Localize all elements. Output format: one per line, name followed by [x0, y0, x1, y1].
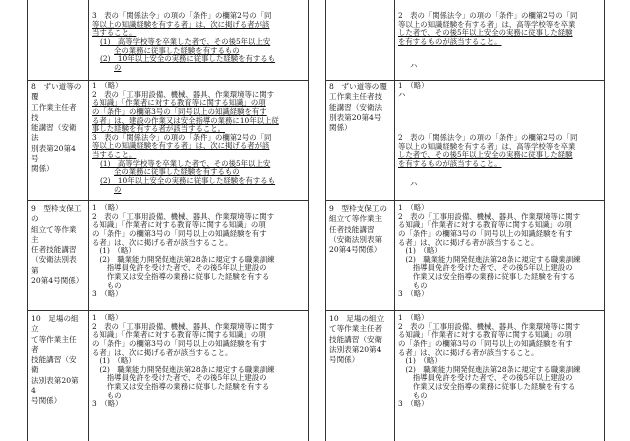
label-line: 別表第20第4号: [31, 143, 76, 164]
text-line: した者で、その後5年以上安全の実務に従事した経験: [398, 28, 573, 38]
left-table: [27, 0, 309, 441]
text-line: 指導員免許を受けた者で、その後5年以上建設の: [398, 373, 573, 383]
text-line: (2) 10年以上安全の実務に従事した経験を有するも: [100, 176, 276, 186]
text-line: る知識」「作業者に対する教育等に関する知識」の項: [92, 330, 266, 340]
text-line: る知識」「作業者に対する教育等に関する知識」の項: [92, 220, 266, 230]
text-line: 当すること。: [92, 150, 137, 160]
text-line: (1) 高等学校等を卒業した者で、その後5年以上安: [100, 158, 271, 168]
label-line: 別表第20第4号: [329, 112, 382, 122]
row10-label: [329, 314, 391, 365]
label-line: 10 足場の組立: [329, 314, 385, 323]
label-line: 8 ずい道等の覆: [329, 82, 387, 91]
text-line: る知識」「作業者に対する教育等に関する知識」の項: [398, 220, 572, 230]
right-row9-body: [398, 204, 602, 299]
text-line: 3 表の「関係法令」の項の「条件」の欄第2号の「同: [92, 11, 272, 20]
text-line: 3 （略）: [398, 289, 429, 299]
label-line: 組立て等作業主: [329, 214, 383, 224]
text-line: の「条件」の欄第3号の「同号以上の知識経験を有す: [398, 228, 573, 238]
row-border: [326, 80, 604, 81]
left-top-item3: [92, 12, 306, 72]
text-line: 指導員免許を受けた者で、その後5年以上建設の: [398, 263, 573, 273]
text-line: る者」は、次に掲げる者が該当すること。: [92, 237, 233, 247]
text-line: の「条件」の欄第3号の「同号以上の知識経験を有す: [92, 106, 267, 116]
text-line: 作業又は安全指導の業務に従事した経験を有する: [92, 382, 270, 392]
text-line: 2 表の「工事用設備、機械、器具、作業環境等に関す: [398, 321, 581, 331]
text-line: 当すること。: [92, 28, 137, 38]
right-top-item2: [398, 12, 602, 47]
label-line: 号関係）: [31, 396, 62, 406]
text-line: 3 表の「関係法令」の項の「条件」の欄第2号の「同: [92, 132, 272, 142]
text-line: る知識」「作業者に対する教育等に関する知識」の項: [398, 330, 572, 340]
label-line: 号関係）: [329, 355, 360, 365]
row9-label: [31, 204, 83, 286]
label-line: て等作業主任者: [31, 334, 77, 354]
row10-label: [31, 314, 83, 407]
text-line: 作業又は安全指導の業務に従事した経験を有する: [398, 382, 576, 392]
label-line: 8 ずい道等の覆: [31, 82, 82, 102]
label-line: 技能講習（安衛: [31, 355, 77, 375]
text-line: る者」は、次に掲げる者が該当すること。: [398, 237, 539, 247]
row-border: [28, 200, 308, 201]
label-line: 9 型枠支保工の: [31, 204, 82, 224]
text-line: 指導員免許を受けた者で、その後5年以上建設の: [92, 373, 267, 383]
text-line: 作業又は安全指導の業務に従事した経験を有する: [398, 272, 576, 282]
row8-label: [329, 82, 391, 133]
left-row9-body: [92, 204, 306, 299]
text-line: 全の業務に従事した経験を有するもの: [114, 45, 240, 55]
text-line: る者」は、次に掲げる者が該当すること。: [92, 347, 233, 357]
text-line: る者」は、次に掲げる者が該当すること。: [398, 347, 539, 357]
text-line: 2 表の「工事用設備、機械、器具、作業環境等に関す: [92, 321, 275, 331]
label-line: 9 型枠支保工の: [329, 204, 387, 213]
row-border: [28, 310, 308, 311]
label-line: 法別表第20第4: [31, 375, 79, 396]
left-row8-body: [92, 82, 306, 194]
label-line: 任者技能講習: [31, 245, 77, 255]
text-line: 2 表の「工事用設備、機械、器具、作業環境等に関す: [92, 89, 275, 99]
text-line: (2) 職業能力開発促進法第28条に規定する職業訓練: [92, 254, 275, 264]
label-line: て等作業主任者: [329, 324, 383, 334]
text-line: 1 （略）: [92, 81, 123, 90]
text-line: (2) 職業能力開発促進法第28条に規定する職業訓練: [398, 364, 581, 374]
mark: ハ: [398, 89, 406, 99]
right-table: [325, 0, 605, 441]
text-line: 2 表の「工事用設備、機械、器具、作業環境等に関す: [398, 211, 581, 221]
row8-label: [31, 82, 83, 175]
text-line: 2 表の「関係法令」の項の「条件」の欄第2号の「同: [398, 11, 578, 20]
text-line: る知識」「作業者に対する教育等に関する知識」の項: [92, 98, 266, 108]
text-line: 等以上の知識経験を有する者」は、次に掲げる者が該: [92, 141, 270, 151]
text-line: もの: [398, 390, 428, 400]
row9-label: [329, 204, 391, 255]
text-line: 1 （略）: [398, 313, 429, 322]
label-line: 工作業主任者技: [31, 102, 77, 122]
text-line: の「条件」の欄第3号の「同号以上の知識経験を有す: [92, 228, 267, 238]
column-divider: [88, 0, 89, 441]
text-line: の: [114, 62, 122, 72]
text-line: 2 表の「工事用設備、機械、器具、作業環境等に関す: [92, 211, 275, 221]
row-border: [326, 310, 604, 311]
row-border: [28, 80, 308, 81]
label-line: 10 足場の組立: [31, 314, 79, 334]
text-line: (1) （略）: [92, 356, 136, 366]
row-border: [326, 200, 604, 201]
text-line: 1 （略）: [92, 313, 123, 322]
text-line: の: [114, 184, 122, 194]
text-line: 3 （略）: [92, 399, 123, 409]
text-line: (1) （略）: [92, 246, 136, 256]
text-line: 指導員免許を受けた者で、その後5年以上建設の: [92, 263, 267, 273]
text-line: る者」は、建設の作業又は安全指導の業務に10年以上従: [92, 115, 279, 125]
label-line: 能講習（安衛法: [31, 123, 77, 143]
text-line: 2 表の「関係法令」の項の「条件」の欄第2号の「同: [398, 133, 578, 142]
text-line: 全の業務に従事した経験を有するもの: [114, 167, 240, 177]
label-line: 法別表第20第4: [329, 344, 382, 354]
label-line: 能講習（安衛法: [329, 102, 383, 112]
label-line: 関係）: [329, 123, 352, 133]
label-line: 20第4号関係）: [31, 276, 84, 286]
text-line: もの: [92, 280, 122, 290]
left-row10-body: [92, 314, 306, 409]
text-line: の「条件」の欄第3号の「同号以上の知識経験を有す: [398, 338, 573, 348]
text-line: もの: [92, 390, 122, 400]
right-row8-mark: ハ: [410, 179, 418, 188]
text-line: (1) 高等学校等を卒業した者で、その後5年以上安: [100, 36, 271, 46]
text-line: した者で、その後5年以上安全の実務に従事した経験: [398, 150, 573, 160]
right-top-mark: ハ: [410, 61, 418, 70]
text-line: 等以上の知識経験を有する者」は、高等学校等を卒業: [398, 141, 576, 151]
text-line: (2) 職業能力開発促進法第28条に規定する職業訓練: [398, 254, 581, 264]
text-line: 1 （略）: [398, 203, 429, 212]
label-line: 20第4号関係）: [329, 245, 382, 255]
right-row10-body: [398, 314, 602, 409]
text-line: 3 （略）: [398, 399, 429, 409]
text-line: もの: [398, 280, 428, 290]
text-line: を有するものが該当すること。: [398, 158, 502, 168]
text-line: の「条件」の欄第3号の「同号以上の知識経験を有す: [92, 338, 267, 348]
text-line: 事した経験を有する者が該当すること。: [92, 124, 226, 134]
label-line: 任者技能講習: [329, 224, 375, 234]
text-line: 作業又は安全指導の業務に従事した経験を有する: [92, 272, 270, 282]
label-line: （安衛法別表第: [31, 255, 77, 275]
right-row8-item2: [398, 134, 602, 169]
label-line: （安衛法別表第: [329, 234, 383, 244]
text-line: (1) （略）: [398, 356, 442, 366]
label-line: 関係）: [31, 164, 54, 174]
label-line: 工作業主任者技: [329, 92, 383, 102]
column-divider: [394, 0, 395, 441]
text-line: 等以上の知識経験を有する者」は、高等学校等を卒業: [398, 19, 576, 29]
text-line: を有するものが該当すること。: [398, 36, 502, 46]
right-row8-l1: [398, 82, 602, 99]
label-line: 技能講習（安衛: [329, 334, 383, 344]
label-line: 組立て等作業主: [31, 224, 77, 244]
text-line: 1 （略）: [398, 81, 429, 90]
text-line: 1 （略）: [92, 203, 123, 212]
text-line: (2) 10年以上安全の実務に従事した経験を有するも: [100, 54, 276, 64]
text-line: 3 （略）: [92, 289, 123, 299]
text-line: (2) 職業能力開発促進法第28条に規定する職業訓練: [92, 364, 275, 374]
text-line: (1) （略）: [398, 246, 442, 256]
text-line: 等以上の知識経験を有する者」は、次に掲げる者が該: [92, 19, 270, 29]
